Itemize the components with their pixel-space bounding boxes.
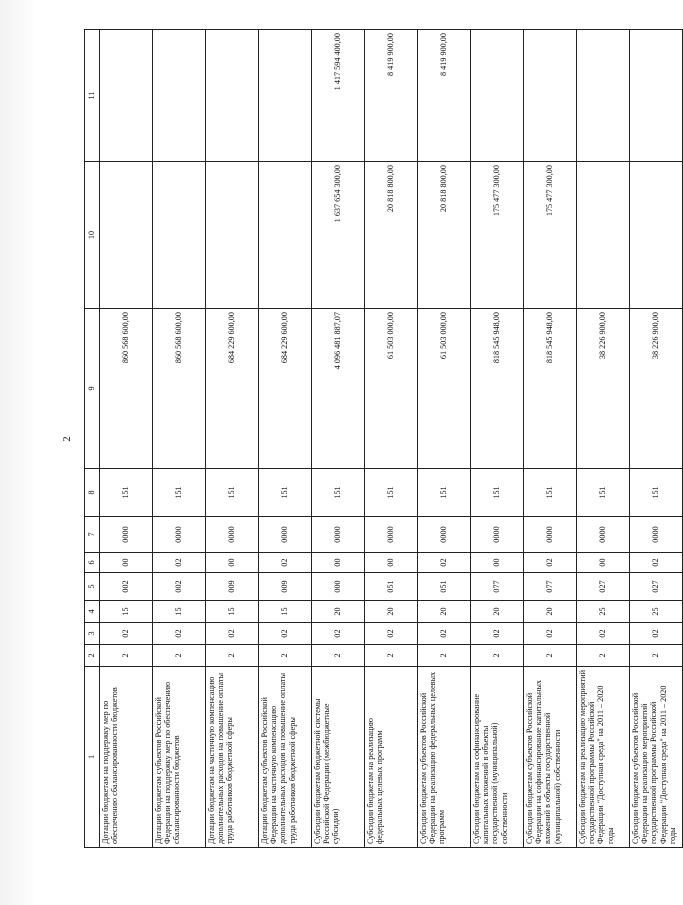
code-cell: 151 [630,469,683,517]
code-cell: 151 [577,469,630,517]
code-cell: 02 [312,623,365,645]
amount-cell [153,162,206,309]
code-cell: 00 [365,553,418,573]
table-row [471,30,524,848]
column-header: 7 [85,517,100,553]
page-number: 2 [62,436,73,442]
amount-cell: 818 545 948,00 [524,309,577,469]
amount-cell [100,162,153,309]
code-cell: 20 [524,601,577,623]
code-cell: 20 [471,601,524,623]
code-cell: 02 [259,553,312,573]
code-cell: 077 [471,573,524,601]
row-name-cell: Субсидии бюджетам субъектов Российской Федерации на реализацию мероприятий государственной программы Российской Федерации "Доступная среда" на 2011 – 2020 годы [630,667,683,848]
column-header: 11 [85,30,100,162]
amount-cell: 1 417 594 400,00 [312,30,365,162]
code-cell: 25 [630,601,683,623]
row-name-cell: Субсидии бюджетам субъектов Российской Федерации на софинансирование капитальных вложений в объекты государственной (муниципальной) собственности [524,667,577,848]
column-header: 6 [85,553,100,573]
amount-cell: 684 229 600,00 [259,309,312,469]
column-header: 5 [85,573,100,601]
amount-cell [100,30,153,162]
code-cell: 02 [153,623,206,645]
code-cell: 0000 [577,517,630,553]
amount-cell [577,30,630,162]
rotated-table-block [62,30,677,848]
table-row [577,30,630,848]
code-cell: 151 [100,469,153,517]
code-cell: 2 [259,645,312,667]
code-cell: 027 [630,573,683,601]
code-cell: 2 [630,645,683,667]
amount-cell: 1 637 654 300,00 [312,162,365,309]
row-name-cell: Субсидии бюджетам бюджетной системы Российской Федерации (межбюджетные субсидии) [312,667,365,848]
code-cell: 151 [471,469,524,517]
code-cell: 15 [206,601,259,623]
amount-cell [206,30,259,162]
column-header: 4 [85,601,100,623]
code-cell: 151 [524,469,577,517]
code-cell: 15 [100,601,153,623]
code-cell: 151 [312,469,365,517]
code-cell: 0000 [312,517,365,553]
code-cell: 0000 [206,517,259,553]
code-cell: 02 [206,623,259,645]
amount-cell: 860 568 600,00 [153,309,206,469]
amount-cell: 61 503 000,00 [365,309,418,469]
column-header: 2 [85,645,100,667]
code-cell: 02 [418,553,471,573]
row-name-cell: Дотации бюджетам на поддержку мер по обеспечению сбалансированности бюджетов [100,667,153,848]
amount-cell: 20 818 800,00 [418,162,471,309]
code-cell: 0000 [418,517,471,553]
code-cell: 151 [259,469,312,517]
amount-cell: 175 477 300,00 [471,162,524,309]
code-cell: 2 [471,645,524,667]
code-cell: 0000 [259,517,312,553]
amount-cell [259,162,312,309]
amount-cell: 684 229 600,00 [206,309,259,469]
amount-cell: 8 419 900,00 [418,30,471,162]
code-cell: 0000 [630,517,683,553]
code-cell: 02 [524,553,577,573]
code-cell: 0000 [365,517,418,553]
amount-cell: 818 545 948,00 [471,309,524,469]
code-cell: 051 [418,573,471,601]
code-cell: 0000 [153,517,206,553]
code-cell: 25 [577,601,630,623]
column-header: 1 [85,667,100,848]
code-cell: 02 [524,623,577,645]
amount-cell: 61 503 000,00 [418,309,471,469]
amount-cell [630,162,683,309]
table-row [312,30,365,848]
code-cell: 00 [312,553,365,573]
column-header: 3 [85,623,100,645]
code-cell: 077 [524,573,577,601]
row-name-cell: Субсидии бюджетам на софинансирование капитальных вложений в объекты государственной (муниципальной) собственности [471,667,524,848]
row-name-cell: Субсидии бюджетам субъектов Российской Федерации на реализацию федеральных целевых программ [418,667,471,848]
code-cell: 151 [365,469,418,517]
row-name-cell: Дотации бюджетам субъектов Российской Федерации на поддержку мер по обеспечению сбалансированности бюджетов [153,667,206,848]
code-cell: 2 [418,645,471,667]
code-cell: 2 [153,645,206,667]
column-header: 8 [85,469,100,517]
amount-cell: 4 096 481 887,07 [312,309,365,469]
amount-cell: 8 419 900,00 [365,30,418,162]
code-cell: 00 [206,553,259,573]
amount-cell: 38 226 900,00 [630,309,683,469]
code-cell: 151 [418,469,471,517]
amount-cell [153,30,206,162]
amount-cell [630,30,683,162]
code-cell: 02 [100,623,153,645]
code-cell: 02 [153,553,206,573]
table-row [365,30,418,848]
code-cell: 20 [418,601,471,623]
code-cell: 151 [153,469,206,517]
row-name-cell: Субсидии бюджетам на реализацию федеральных целевых программ [365,667,418,848]
table-row [206,30,259,848]
row-name-cell: Дотации бюджетам на частичную компенсацию дополнительных расходов на повышение оплаты труда работников бюджетной сферы [206,667,259,848]
scan-margin-shadow [0,0,40,905]
table-row [153,30,206,848]
code-cell: 2 [206,645,259,667]
table-row [524,30,577,848]
code-cell: 0000 [100,517,153,553]
table-row [418,30,471,848]
table-row [630,30,683,848]
code-cell: 02 [418,623,471,645]
column-header: 10 [85,162,100,309]
column-header: 9 [85,309,100,469]
row-name-cell: Субсидии бюджетам на реализацию мероприятий государственной программы Российской Федерации "Доступная среда" на 2011 – 2020 годы [577,667,630,848]
code-cell: 02 [471,623,524,645]
amount-cell [471,30,524,162]
code-cell: 2 [312,645,365,667]
code-cell: 051 [365,573,418,601]
amount-cell: 860 568 600,00 [100,309,153,469]
code-cell: 002 [100,573,153,601]
budget-table [84,29,683,848]
amount-cell: 175 477 300,00 [524,162,577,309]
code-cell: 00 [471,553,524,573]
code-cell: 027 [577,573,630,601]
code-cell: 000 [312,573,365,601]
row-name-cell: Дотации бюджетам субъектов Российской Федерации на частичную компенсацию дополнительных расходов на повышение оплаты труда работников бюджетной сферы [259,667,312,848]
code-cell: 009 [259,573,312,601]
table-row [259,30,312,848]
code-cell: 2 [100,645,153,667]
code-cell: 0000 [524,517,577,553]
code-cell: 15 [259,601,312,623]
code-cell: 20 [365,601,418,623]
code-cell: 151 [206,469,259,517]
amount-cell: 38 226 900,00 [577,309,630,469]
code-cell: 00 [577,553,630,573]
amount-cell [524,30,577,162]
code-cell: 2 [524,645,577,667]
code-cell: 002 [153,573,206,601]
code-cell: 2 [577,645,630,667]
code-cell: 15 [153,601,206,623]
code-cell: 02 [577,623,630,645]
code-cell: 02 [630,553,683,573]
table-row [100,30,153,848]
header-row [85,30,100,848]
code-cell: 0000 [471,517,524,553]
code-cell: 02 [365,623,418,645]
code-cell: 02 [630,623,683,645]
code-cell: 009 [206,573,259,601]
code-cell: 00 [100,553,153,573]
code-cell: 20 [312,601,365,623]
amount-cell: 20 818 800,00 [365,162,418,309]
code-cell: 2 [365,645,418,667]
code-cell: 02 [259,623,312,645]
amount-cell [259,30,312,162]
amount-cell [577,162,630,309]
amount-cell [206,162,259,309]
